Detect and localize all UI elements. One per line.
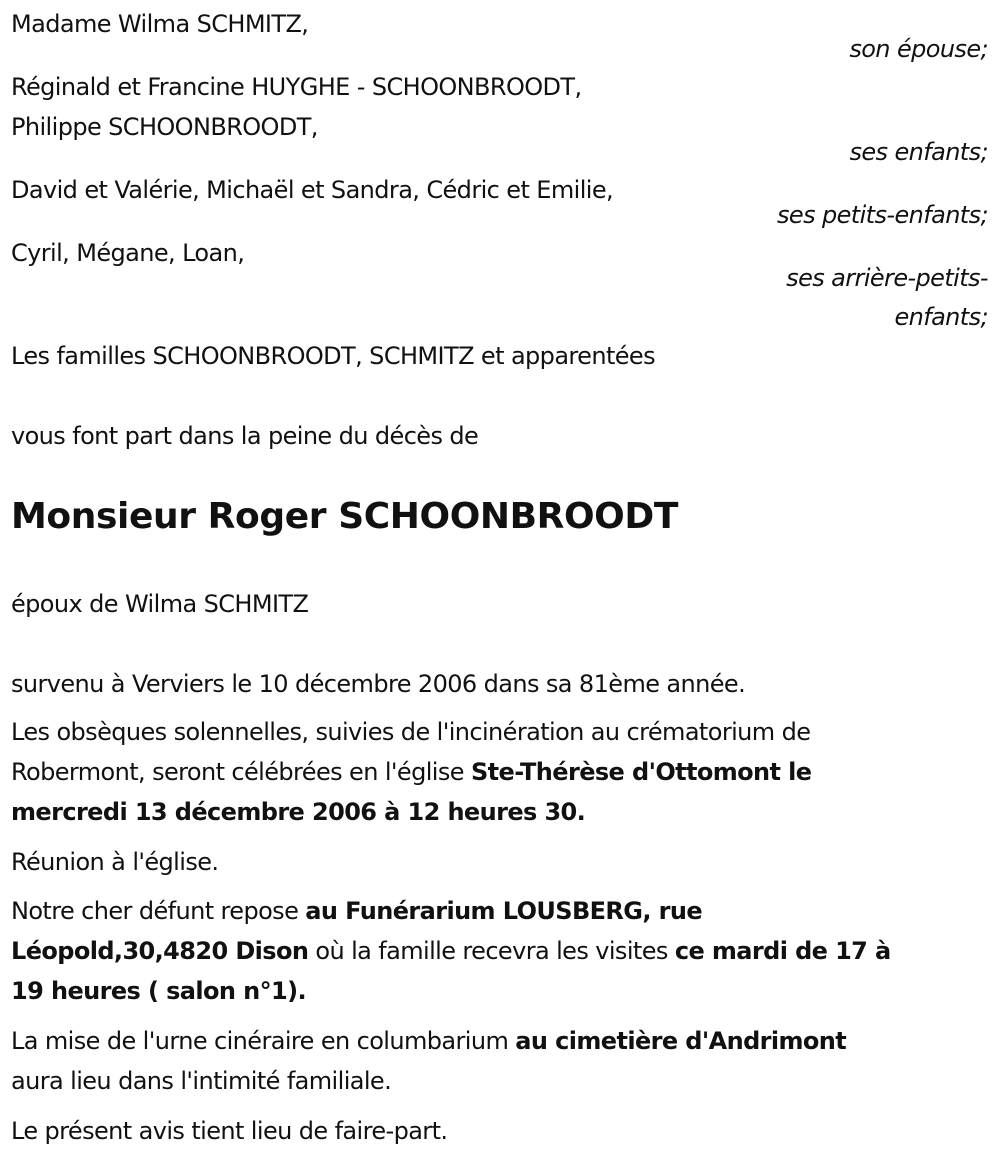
rest-line-3 bbox=[11, 977, 306, 1005]
funeral-line-3 bbox=[11, 798, 585, 826]
role-spouse: son épouse; bbox=[849, 35, 988, 63]
visit-time: ce mardi de 17 à bbox=[674, 937, 891, 965]
family-spouse-name: Madame Wilma SCHMITZ, bbox=[11, 10, 309, 38]
role-grandchildren: ses petits-enfants; bbox=[777, 201, 988, 229]
family-child-1: Réginald et Francine HUYGHE - SCHOONBROODT, bbox=[11, 73, 582, 101]
death-line: survenu à Verviers le 10 décembre 2006 dans sa 81ème année. bbox=[11, 670, 746, 698]
rest-line-2: Léopold,30,4820 Dison où la famille recevra les visites ce mardi de 17 à bbox=[11, 937, 891, 965]
family-child-2: Philippe SCHOONBROODT, bbox=[11, 113, 318, 141]
church-name: Ste-Thérèse d'Ottomont le bbox=[470, 758, 812, 786]
deceased-name: Monsieur Roger SCHOONBROODT bbox=[11, 496, 679, 537]
spouse-line: époux de Wilma SCHMITZ bbox=[11, 590, 309, 618]
announcement: vous font part dans la peine du décès de bbox=[11, 422, 479, 450]
urn-line-1: La mise de l'urne cinéraire en columbarium au cimetière d'Andrimont bbox=[11, 1027, 847, 1055]
funeral-date: mercredi 13 décembre 2006 à 12 heures 30. bbox=[11, 798, 586, 826]
funeral-home: au Funérarium LOUSBERG, rue bbox=[305, 897, 703, 925]
urn-line-2: aura lieu dans l'intimité familiale. bbox=[11, 1067, 392, 1095]
cemetery: au cimetière d'Andrimont bbox=[515, 1027, 847, 1055]
funeral-line-1: Les obsèques solennelles, suivies de l'incinération au crématorium de bbox=[11, 718, 811, 746]
meeting-line: Réunion à l'église. bbox=[11, 848, 219, 876]
visit-time-end: 19 heures ( salon n°1). bbox=[11, 977, 306, 1005]
role-children: ses enfants; bbox=[849, 138, 988, 166]
families-line: Les familles SCHOONBROODT, SCHMITZ et apparentées bbox=[11, 342, 655, 370]
funeral-home-address: Léopold,30,4820 Dison bbox=[11, 937, 309, 965]
closing-line: Le présent avis tient lieu de faire-part. bbox=[11, 1117, 448, 1145]
family-great-grandchildren: Cyril, Mégane, Loan, bbox=[11, 239, 245, 267]
funeral-line-2: Robermont, seront célébrées en l'église Ste-Thérèse d'Ottomont le bbox=[11, 758, 812, 786]
family-grandchildren: David et Valérie, Michaël et Sandra, Cédric et Emilie, bbox=[11, 176, 614, 204]
role-great-grandchildren-2: enfants; bbox=[894, 303, 988, 331]
role-great-grandchildren-1: ses arrière-petits- bbox=[786, 264, 988, 292]
rest-line-1: Notre cher défunt repose au Funérarium LOUSBERG, rue bbox=[11, 897, 703, 925]
